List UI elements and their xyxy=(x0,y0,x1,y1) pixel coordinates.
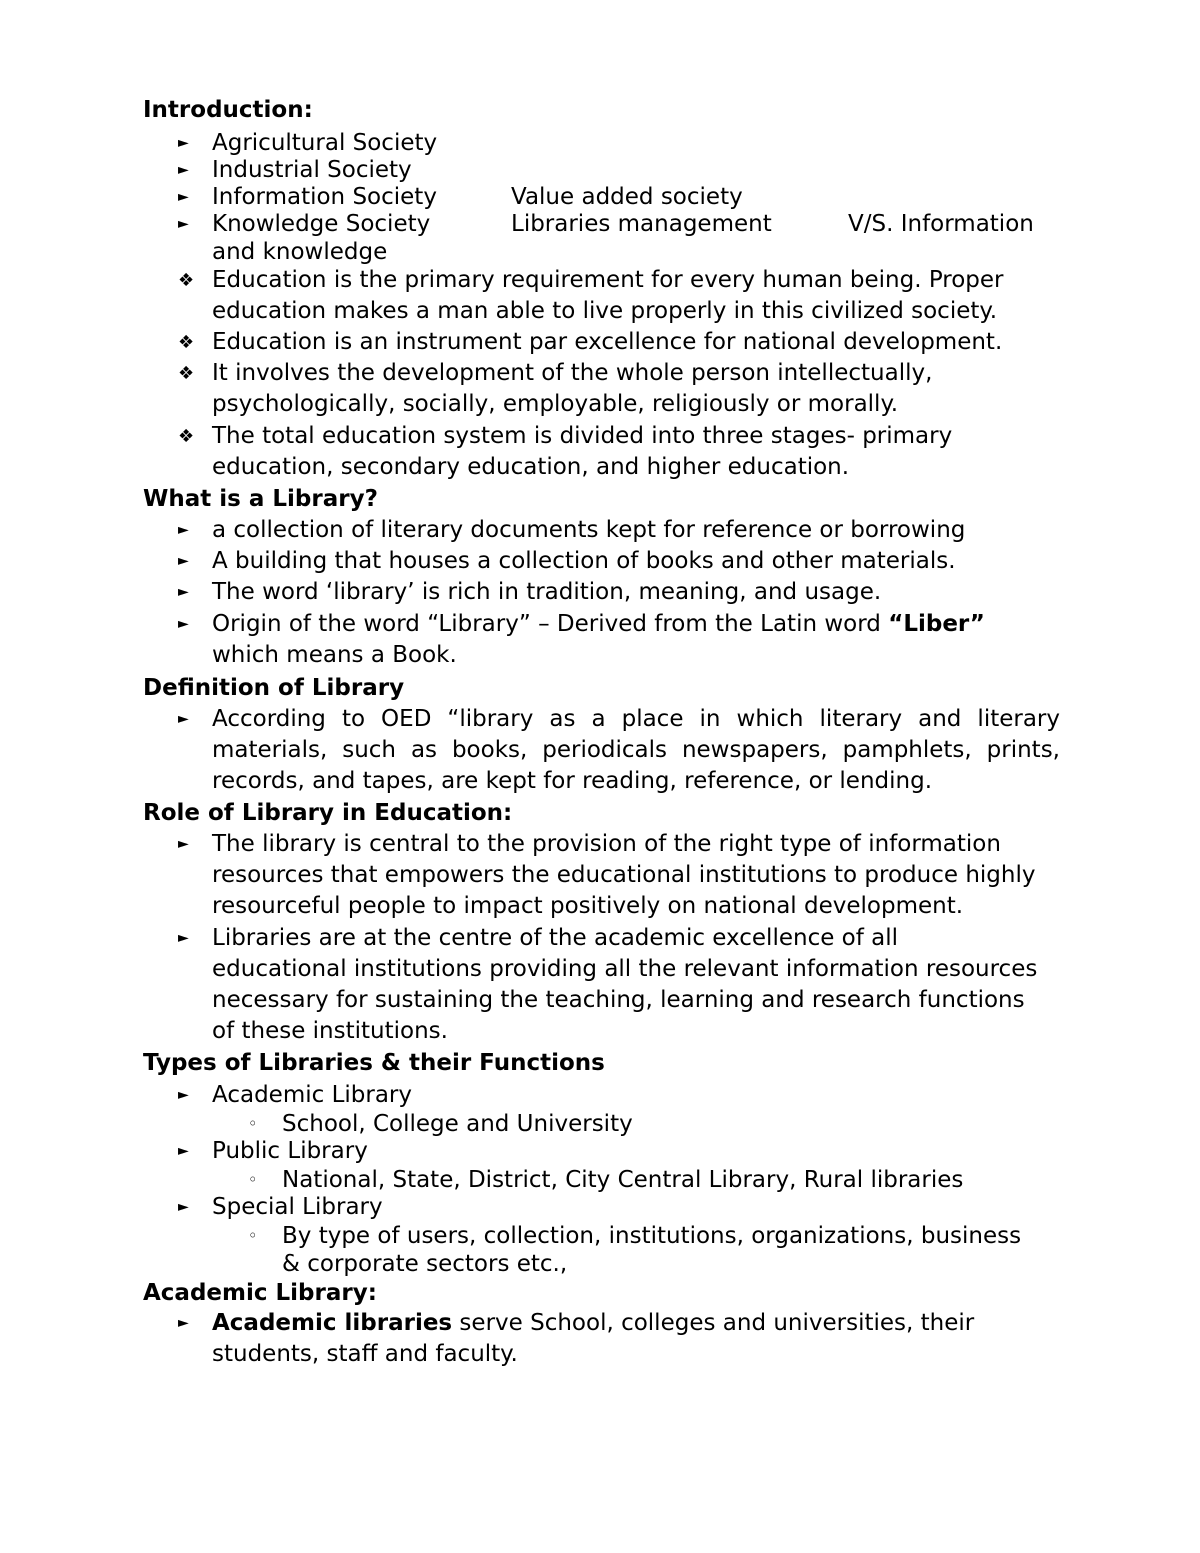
arrow-bullet-icon: ► xyxy=(178,836,189,852)
diamond-bullet-icon: ❖ xyxy=(178,426,195,447)
arrow-bullet-icon: ► xyxy=(178,1087,189,1103)
list-item: ► Academic Library xyxy=(178,1082,412,1108)
arrow-bullet-icon: ► xyxy=(178,189,189,205)
heading-what-is-library: What is a Library? xyxy=(143,486,378,512)
arrow-bullet-icon: ► xyxy=(178,135,189,151)
vs-information-text: V/S. Information xyxy=(848,211,1034,237)
heading-academic-library: Academic Library: xyxy=(143,1280,377,1306)
list-item: ► Public Library xyxy=(178,1138,368,1164)
list-item xyxy=(178,704,1063,797)
list-item: ► Knowledge Society and knowledge xyxy=(178,210,1063,266)
circle-bullet-icon: ◦ xyxy=(248,1170,258,1189)
arrow-bullet-icon: ► xyxy=(178,162,189,178)
heading-role: Role of Library in Education: xyxy=(143,800,513,826)
list-item: ❖ The total education system is divided into three stages- primary education, secondary education, and higher education. xyxy=(178,423,953,480)
list-item: ► Libraries are at the centre of the academic excellence of all educational institutions providing all the relevant information resources necessary for sustaining the teaching, learning and research functions of these institutions. xyxy=(178,925,1038,1044)
list-item: ► Origin of the word “Library” – Derived from the Latin word “Liber” which means a Book. xyxy=(178,611,985,668)
arrow-bullet-icon: ► xyxy=(178,553,189,569)
value-added-society-text: Value added society xyxy=(511,184,743,210)
arrow-bullet-icon: ► xyxy=(178,216,189,232)
list-item: ► The word ‘library’ is rich in tradition, meaning, and usage. xyxy=(178,577,1063,608)
list-item: ❖ Education is the primary requirement for every human being. Proper education makes a man able to live properly in this civilized society. xyxy=(178,267,1004,324)
sub-list-item: ◦ National, State, District, City Central Library, Rural libraries xyxy=(248,1167,964,1193)
arrow-bullet-icon: ► xyxy=(178,711,189,727)
arrow-bullet-icon: ► xyxy=(178,1199,189,1215)
arrow-bullet-icon: ► xyxy=(178,930,189,946)
sub-list-item: ◦ School, College and University xyxy=(248,1111,633,1137)
definition-text: According to OED “library as a place in which literary and literary materials, such as books, periodicals newspapers, pamphlets, prints, records, and tapes, are kept for reading, reference, or lending. xyxy=(212,706,1060,794)
diamond-bullet-icon: ❖ xyxy=(178,270,195,291)
arrow-bullet-icon: ► xyxy=(178,1315,189,1331)
diamond-bullet-icon: ❖ xyxy=(178,332,195,353)
list-item: ► A building that houses a collection of books and other materials. xyxy=(178,546,1063,577)
list-item: ► Industrial Society xyxy=(178,157,412,183)
arrow-bullet-icon: ► xyxy=(178,522,189,538)
list-item: ► The library is central to the provision of the right type of information resources that empowers the educational institutions to produce highly resourceful people to impact positively on national development. xyxy=(178,831,1036,919)
sub-list-item: ◦ By type of users, collection, institutions, organizations, business & corporate sectors etc., xyxy=(248,1223,1022,1277)
list-item: ❖ It involves the development of the whole person intellectually, psychologically, socially, employable, religiously or morally. xyxy=(178,360,933,417)
circle-bullet-icon: ◦ xyxy=(248,1226,258,1245)
list-item: ❖ Education is an instrument par excellence for national development. xyxy=(178,327,1063,358)
heading-types: Types of Libraries & their Functions xyxy=(143,1050,605,1076)
arrow-bullet-icon: ► xyxy=(178,584,189,600)
list-item: ► a collection of literary documents kept for reference or borrowing xyxy=(178,515,1063,546)
arrow-bullet-icon: ► xyxy=(178,1143,189,1159)
academic-libraries-bold-text: Academic libraries xyxy=(212,1310,453,1336)
wrap-text: and knowledge xyxy=(212,239,388,265)
diamond-bullet-icon: ❖ xyxy=(178,363,195,384)
heading-definition: Definition of Library xyxy=(143,675,405,701)
arrow-bullet-icon: ► xyxy=(178,616,189,632)
list-item: ► Academic libraries serve School, colleges and universities, their students, staff and faculty. xyxy=(178,1310,975,1367)
list-item: ► Special Library xyxy=(178,1194,383,1220)
liber-bold-text: “Liber” xyxy=(888,611,985,637)
list-item: ► Information Society xyxy=(178,184,437,210)
libraries-management-text: Libraries management xyxy=(511,211,772,237)
heading-introduction: Introduction: xyxy=(143,97,313,123)
list-item: ► Agricultural Society xyxy=(178,130,438,156)
circle-bullet-icon: ◦ xyxy=(248,1114,258,1133)
